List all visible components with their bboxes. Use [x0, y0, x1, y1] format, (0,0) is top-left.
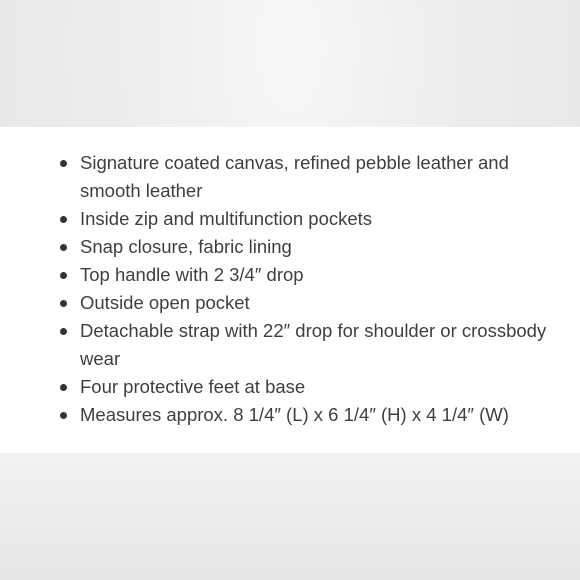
- bullet-icon: [60, 300, 67, 307]
- feature-text: Snap closure, fabric lining: [80, 236, 292, 257]
- feature-text: Top handle with 2 3/4″ drop: [80, 264, 304, 285]
- feature-list: [0, 127, 580, 429]
- list-item: [80, 261, 550, 289]
- list-item: [80, 401, 550, 429]
- feature-text: Four protective feet at base: [80, 376, 306, 397]
- feature-text: Outside open pocket: [80, 292, 250, 313]
- list-item: [80, 289, 550, 317]
- feature-text: Signature coated canvas, refined pebble leather and smooth leather: [80, 152, 509, 201]
- bullet-icon: [60, 272, 67, 279]
- blurred-background-bottom: [0, 450, 580, 580]
- feature-text: Measures approx. 8 1/4″ (L) x 6 1/4″ (H) x 4 1/4″ (W): [80, 404, 509, 425]
- bullet-icon: [60, 328, 67, 335]
- feature-text: Inside zip and multifunction pockets: [80, 208, 373, 229]
- list-item: [80, 317, 550, 373]
- bullet-icon: [60, 412, 67, 419]
- bullet-icon: [60, 216, 67, 223]
- product-details-panel: [0, 127, 580, 453]
- bullet-icon: [60, 244, 67, 251]
- list-item: [80, 205, 550, 233]
- list-item: [80, 149, 550, 205]
- bullet-icon: [60, 160, 67, 167]
- bullet-icon: [60, 384, 67, 391]
- list-item: [80, 373, 550, 401]
- feature-text: Detachable strap with 22″ drop for shoulder or crossbody wear: [80, 320, 547, 369]
- list-item: [80, 233, 550, 261]
